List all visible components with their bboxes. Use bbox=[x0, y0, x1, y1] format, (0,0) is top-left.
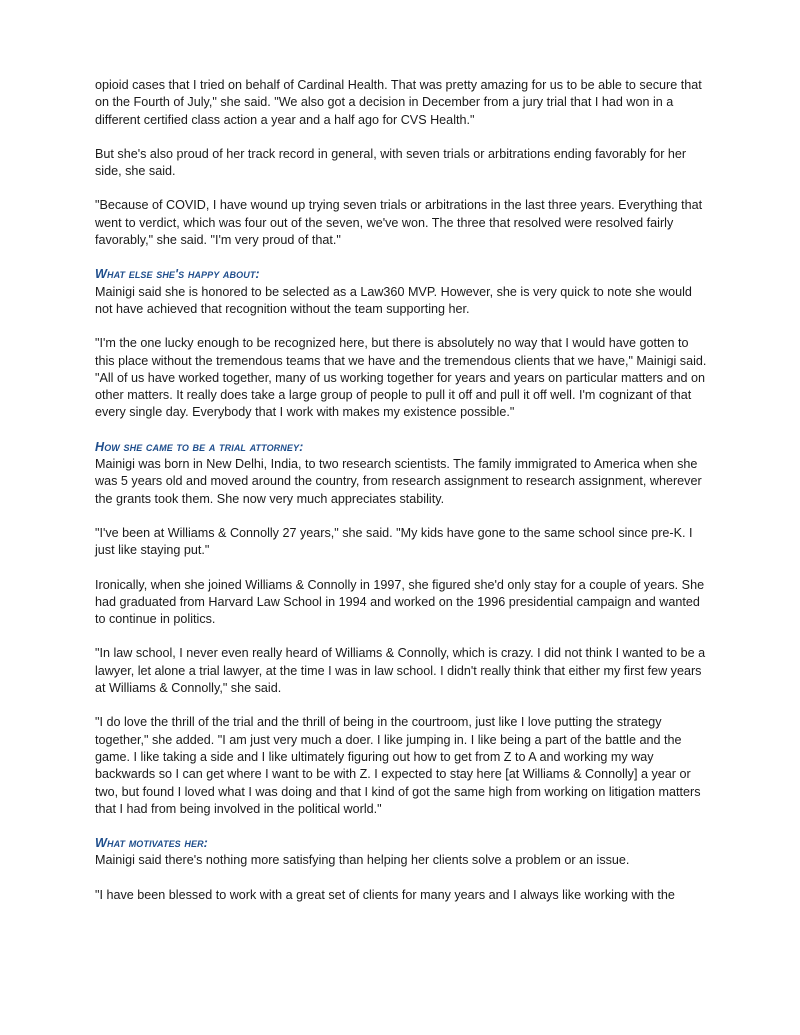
section-heading: What motivates her: bbox=[95, 836, 208, 851]
paragraph: Ironically, when she joined Williams & Connolly in 1997, she figured she'd only stay for a couple of years. She had graduated from Harvard Law School in 1994 and worked on the 1996 presidential campaign and wanted to continue in politics. bbox=[95, 577, 705, 627]
paragraph: "In law school, I never even really heard of Williams & Connolly, which is crazy. I did not think I wanted to be a lawyer, let alone a trial lawyer, at the time I was in law school. I didn't really think that either my first few years at Williams & Connolly," she said. bbox=[95, 646, 706, 696]
paragraph: "I have been blessed to work with a great set of clients for many years and I always like working with the bbox=[95, 887, 675, 902]
paragraph: But she's also proud of her track record in general, with seven trials or arbitrations ending favorably for her side, she said. bbox=[95, 146, 687, 179]
article-body bbox=[95, 77, 710, 921]
paragraph: Mainigi said she is honored to be selected as a Law360 MVP. However, she is very quick to note she would not have achieved that recognition without the team supporting her. bbox=[95, 284, 692, 316]
section-heading: What else she's happy about: bbox=[95, 267, 260, 282]
paragraph: "Because of COVID, I have wound up trying seven trials or arbitrations in the last three years. Everything that went to verdict, which was four out of the seven, we've won. The three that resolved were resolved fairly favorably," she said. "I'm very proud of that." bbox=[95, 198, 703, 248]
paragraph: "I do love the thrill of the trial and the thrill of being in the courtroom, just like I love putting the strategy together," she added. "I am just very much a doer. I like jumping in. I like being a part of the battle and the game. I like taking a side and I like ultimately figuring out how to get from Z to A and working my way backwards so I can get where I want to be with Z. I expected to stay here [at Williams & Connolly] a year or two, but found I loved what I was doing and that I kind of got the same high from working on litigation matters that I had from being involved in the political world." bbox=[95, 715, 701, 816]
paragraph: Mainigi was born in New Delhi, India, to two research scientists. The family immigrated to America when she was 5 years old and moved around the country, from research assignment to research assignment, wherever the grants took them. She now very much appreciates stability. bbox=[95, 457, 702, 506]
paragraph: "I'm the one lucky enough to be recognized here, but there is absolutely no way that I would have gotten to this place without the tremendous teams that we have and the tremendous clients that we have," Mainigi said. "All of us have worked together, many of us working together for years and years on particular matters and on other matters. It really does take a large group of people to pull it off and pull it off well. I'm cognizant of that every single day. Everybody that I work with makes my existence possible." bbox=[95, 336, 707, 420]
paragraph: "I've been at Williams & Connolly 27 years," she said. "My kids have gone to the same school since pre-K. I just like staying put." bbox=[95, 525, 693, 558]
section-heading: How she came to be a trial attorney: bbox=[95, 439, 304, 454]
paragraph: Mainigi said there's nothing more satisfying than helping her clients solve a problem or an issue. bbox=[95, 853, 630, 868]
paragraph: opioid cases that I tried on behalf of Cardinal Health. That was pretty amazing for us to be able to secure that on the Fourth of July," she said. "We also got a decision in December from a jury trial that I had won in a different certified class action a year and a half ago for CVS Health." bbox=[95, 78, 702, 127]
